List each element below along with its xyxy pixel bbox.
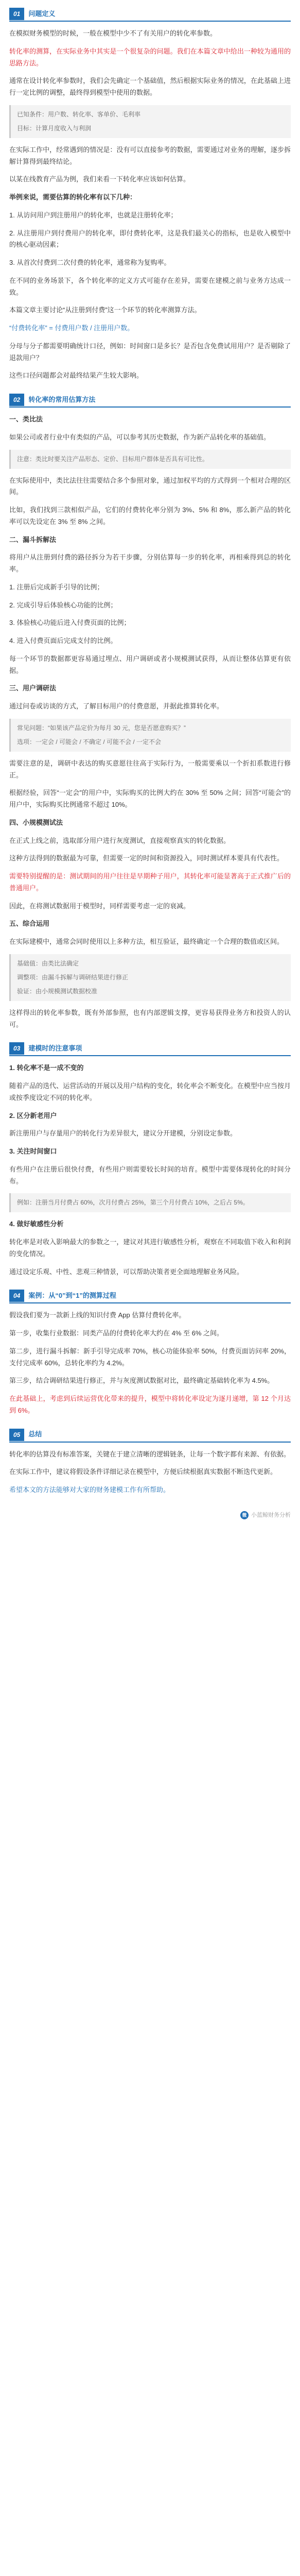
section-header — [9, 1428, 291, 1443]
paragraph: 在不同的业务场景下，各个转化率的定义方式可能存在差异，需要在建模之前与业务方达成一致。 — [9, 276, 291, 296]
quote-line: 已知条件：用户数、转化率、客单价、毛利率 — [17, 110, 141, 118]
quote-line: 注意：类比时要关注产品形态、定价、目标用户群体是否具有可比性。 — [17, 455, 209, 463]
quote-block — [9, 450, 291, 469]
section-header — [9, 7, 291, 22]
subheading: 一、类比法 — [9, 415, 43, 423]
subheading: 五、综合运用 — [9, 920, 50, 928]
paragraph: “付费转化率” = 付费用户数 / 注册用户数。 — [9, 324, 134, 332]
paragraph: 2. 完成引导后体验核心功能的比例； — [9, 601, 117, 609]
paragraph: 第三步，结合调研结果进行修正，并与灰度测试数据对比，最终确定基础转化率为 4.5%。 — [9, 1377, 274, 1385]
paragraph: 分母与分子都需要明确统计口径，例如：时间窗口是多长？是否包含免费试用用户？是否剔除了退款用户？ — [9, 342, 291, 362]
paragraph: 在实际工作中，建议将假设条件详细记录在模型中，方便后续根据真实数据不断迭代更新。 — [9, 1468, 277, 1476]
paragraph: 随着产品的迭代、运营活动的开展以及用户结构的变化，转化率会不断变化。在模型中应当按月或按季度设定不同的转化率。 — [9, 1082, 291, 1101]
subheading: 3. 关注时间窗口 — [9, 1147, 57, 1155]
paragraph: 通过设定乐观、中性、悲观三种情景，可以帮助决策者更全面地理解业务风险。 — [9, 1267, 244, 1276]
paragraph: 4. 进入付费页面后完成支付的比例。 — [9, 637, 117, 645]
section-title: 问题定义 — [28, 9, 56, 18]
quote-block — [9, 954, 291, 1001]
paragraph: 如果公司或者行业中有类似的产品，可以参考其历史数据，作为新产品转化率的基础值。 — [9, 433, 271, 441]
paragraph: 需要注意的是，调研中表达的购买意愿往往高于实际行为，一般需要乘以一个折扣系数进行修正。 — [9, 759, 291, 779]
section-number: 01 — [9, 8, 24, 20]
paragraph: 在实际使用中，类比法往往需要结合多个参照对象，通过加权平均的方式得到一个相对合理的区间。 — [9, 476, 291, 496]
section-title: 案例：从“0”到“1”的测算过程 — [28, 1291, 116, 1299]
paragraph: 转化率的测算，在实际业务中其实是一个很复杂的问题。我们在本篇文章中给出一种较为通用的思路方法。 — [9, 47, 291, 67]
quote-block — [9, 105, 291, 138]
paragraph: 第一步，收集行业数据：同类产品的付费转化率大约在 4% 至 6% 之间。 — [9, 1329, 224, 1337]
paragraph: 通过问卷或访谈的方式，了解目标用户的付费意愿，并据此推算转化率。 — [9, 702, 224, 710]
quote-line: 目标：计算月度收入与利润 — [17, 124, 92, 132]
paragraph: 有些用户在注册后很快付费，有些用户则需要较长时间的培育。模型中需要体现转化的时间分布。 — [9, 1165, 291, 1185]
paragraph: 根据经验，回答“一定会”的用户中，实际购买的比例大约在 30% 至 50% 之间；回答“可能会”的用户中，实际购买比例通常不超过 10%。 — [9, 789, 291, 808]
quote-block — [9, 1193, 291, 1212]
paragraph: 因此，在将测试数据用于模型时，同样需要考虑一定的衰减。 — [9, 902, 190, 910]
paragraph: 本篇文章主要讨论“从注册到付费”这一个环节的转化率测算方法。 — [9, 306, 201, 314]
paragraph: 假设我们要为一款新上线的知识付费 App 估算付费转化率。 — [9, 1311, 186, 1319]
paragraph: 3. 从首次付费到二次付费的转化率，通常称为复购率。 — [9, 259, 171, 266]
paragraph: 1. 注册后完成新手引导的比例； — [9, 583, 104, 591]
paragraph: 在此基础上，考虑到后续运营优化带来的提升，模型中将转化率设定为逐月递增，第 12 个月达到 6%。 — [9, 1395, 291, 1414]
paragraph: 这些口径问题都会对最终结果产生较大影响。 — [9, 371, 144, 380]
subheading: 1. 转化率不是一成不变的 — [9, 1064, 84, 1072]
section-title: 建模时的注意事项 — [28, 1044, 82, 1052]
subheading: 4. 做好敏感性分析 — [9, 1220, 64, 1228]
paragraph: 需要特别提醒的是：测试期间的用户往往是早期种子用户，其转化率可能显著高于正式推广后的普通用户。 — [9, 872, 291, 892]
paragraph: 3. 体验核心功能后进入付费页面的比例； — [9, 619, 131, 627]
quote-block — [9, 719, 291, 752]
paragraph: 每一个环节的数据都更容易通过埋点、用户调研或者小规模测试获得，从而让整体估算更有依据。 — [9, 654, 291, 674]
quote-line: 验证：由小规模测试数据校准 — [17, 987, 98, 995]
section-title: 总结 — [28, 1430, 42, 1438]
paragraph: 在正式上线之前，选取部分用户进行灰度测试，直接观察真实的转化数据。 — [9, 836, 231, 844]
paragraph: 希望本文的方法能够对大家的财务建模工作有所帮助。 — [9, 1486, 170, 1494]
watermark — [9, 1507, 291, 1520]
wechat-logo-icon: 微 — [240, 1511, 249, 1519]
paragraph: 以某在线教育产品为例，我们来看一下转化率应该如何估算。 — [9, 175, 190, 183]
paragraph: 在实际工作中，经常遇到的情况是：没有可以直接参考的数据，需要通过对业务的理解，逐步拆解计算得到最终结论。 — [9, 145, 291, 165]
quote-line: 选项：一定会 / 可能会 / 不确定 / 可能不会 / 一定不会 — [17, 738, 162, 745]
paragraph: 第二步，进行漏斗拆解：新手引导完成率 70%，核心功能体验率 50%，付费页面访问率 20%，支付完成率 60%，总转化率约为 4.2%。 — [9, 1347, 291, 1367]
section-number: 05 — [9, 1429, 24, 1441]
subheading: 四、小规模测试法 — [9, 818, 63, 826]
section-number: 03 — [9, 1042, 24, 1055]
paragraph: 这样得出的转化率参数，既有外部参照，也有内部逻辑支撑，更容易获得业务方和投资人的认可。 — [9, 1008, 291, 1028]
quote-line: 调整项：由漏斗拆解与调研结果进行修正 — [17, 973, 129, 981]
subheading: 三、用户调研法 — [9, 684, 57, 692]
section-header — [9, 393, 291, 408]
section-number: 04 — [9, 1290, 24, 1302]
section-number: 02 — [9, 394, 24, 406]
section-header — [9, 1289, 291, 1303]
paragraph: 将用户从注册到付费的路径拆分为若干步骤，分别估算每一步的转化率，再相乘得到总的转化率。 — [9, 553, 291, 573]
paragraph: 新注册用户与存量用户的转化行为差异很大，建议分开建模，分别设定参数。 — [9, 1129, 237, 1138]
paragraph: 这种方法得到的数据最为可靠，但需要一定的时间和资源投入，同时测试样本要具有代表性。 — [9, 854, 284, 862]
subheading: 举例来说，需要估算的转化率有以下几种： — [9, 193, 137, 201]
section-header — [9, 1042, 291, 1056]
paragraph: 通常在设计转化率参数时，我们会先确定一个基础值，然后根据实际业务的情况，在此基础上进行一定比例的调整，最终得到模型中使用的数据。 — [9, 77, 291, 96]
quote-line: 基础值：由类比法确定 — [17, 959, 79, 967]
quote-line: 例如：注册当月付费占 60%，次月付费占 25%，第三个月付费占 10%，之后占 5%。 — [17, 1199, 249, 1207]
subheading: 二、漏斗拆解法 — [9, 535, 57, 544]
paragraph: 比如，我们找到三款相似产品，它们的付费转化率分别为 3%、5% 和 8%，那么新产品的转化率可以先设定在 3% 至 8% 之间。 — [9, 506, 291, 526]
paragraph: 在实际建模中，通常会同时使用以上多种方法，相互验证，最终确定一个合理的数值或区间。 — [9, 938, 284, 945]
subheading: 2. 区分新老用户 — [9, 1111, 57, 1120]
paragraph: 转化率是对收入影响最大的参数之一，建议对其进行敏感性分析，观察在不同取值下收入和利润的变化情况。 — [9, 1238, 291, 1258]
paragraph: 转化率的估算没有标准答案，关键在于建立清晰的逻辑链条，让每一个数字都有来源、有依据。 — [9, 1450, 291, 1458]
paragraph: 2. 从注册用户到付费用户的转化率，即付费转化率，这是我们最关心的指标，也是收入模型中的核心驱动因素； — [9, 229, 291, 249]
quote-line: 常见问题：“如果该产品定价为每月 30 元，您是否愿意购买？” — [17, 724, 186, 732]
paragraph: 在模拟财务模型的时候，一般在模型中少不了有关用户的转化率参数。 — [9, 29, 217, 37]
watermark-source: 小蓝鲸财务分析 — [251, 1512, 291, 1518]
paragraph: 1. 从访问用户到注册用户的转化率，也就是注册转化率； — [9, 211, 178, 219]
section-title: 转化率的常用估算方法 — [28, 395, 96, 403]
